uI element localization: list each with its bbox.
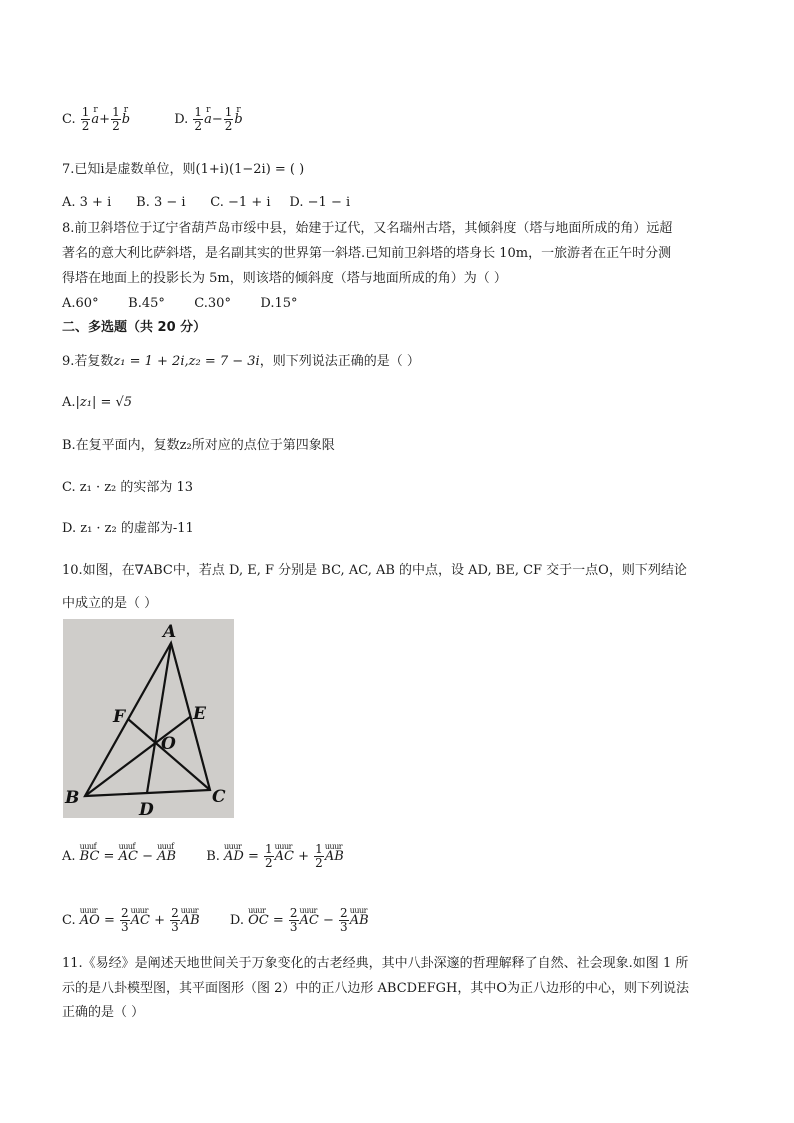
midpoint-label-d: D [139,800,154,818]
q11-line-1: 11.《易经》是阐述天地世间关于万象变化的古老经典，其中八卦深邃的哲理解释了自然、社会现象.如图 1 所 [62,956,689,971]
section-heading: 二、多选题（共 20 分） [62,320,207,335]
vertex-label-a: A [163,622,177,642]
q10-options-ab [62,843,344,870]
q10-option-a: A. uuuf BC = uuuf AC − uuuf AB [62,847,176,867]
q10-options-cd [62,907,369,934]
q7-options [62,193,350,213]
q7-option-d: D. −1 − i [289,195,351,210]
q7-option-b: B. 3 − i [136,195,186,210]
midpoint-label-f: F [113,707,126,727]
q7-option-a: A. 3 + i [62,195,112,210]
q9-option-d: D. z₁ · z₂ 的虚部为-11 [62,521,194,536]
q8-line-2: 著名的意大利比萨斜塔，是名副其实的世界第一斜塔.已知前卫斜塔的塔身长 10m，一旅游者在正午时分测 [62,246,672,261]
q8-option-d: D.15° [260,296,298,311]
q6-option-c: C. $\frac{1}{2}$ r a+ $\frac{1}{2}$ r b [62,106,130,133]
q10-line-2: 中成立的是（ ） [62,596,158,611]
vertex-label-b: B [65,788,80,808]
q10-option-b: B. uuur AD = $\frac{1}{2}$ uuur AC + $\frac{1}{2}$ uuur AB [206,843,344,870]
q7-option-c: C. −1 + i [210,195,271,210]
q10-line-1: 10.如图，在∇ABC中，若点 D, E, F 分别是 BC, AC, AB 的中点，设 AD, BE, CF 交于一点O，则下列结论 [62,563,687,578]
q10-option-c: C. uuur AO = $\frac{2}{3}$ uuur AC + $\frac{2}{3}$ uuur AB [62,907,200,934]
q11-line-3: 正确的是（ ） [62,1005,145,1020]
q6-options [62,106,243,133]
q9-stem: 9.若复数z₁ = 1 + 2i,z₂ = 7 − 3i，则下列说法正确的是（ ） [62,354,420,369]
q8-line-1: 8.前卫斜塔位于辽宁省葫芦岛市绥中县，始建于辽代，又名瑞州古塔，其倾斜度（塔与地面所成的角）远超 [62,221,673,236]
q8-options [62,294,298,314]
q6-option-d: D. $\frac{1}{2}$ r a− $\frac{1}{2}$ r b [174,106,243,133]
q11-line-2: 示的是八卦模型图，其平面图形（图 2）中的正八边形 ABCDEFGH，其中O为正八边形的中心，则下列说法 [62,981,689,996]
q8-option-c: C.30° [194,296,231,311]
triangle-figure [63,619,234,818]
q9-option-a: A.|z₁| = √5 [62,395,133,410]
q8-option-a: A.60° [62,296,99,311]
q8-line-3: 得塔在地面上的投影长为 5m，则该塔的倾斜度（塔与地面所成的角）为（ ） [62,271,507,286]
centroid-label-o: O [161,734,176,754]
q8-option-b: B.45° [128,296,165,311]
q7-stem: 7.已知i是虚数单位，则(1+i)(1−2i) = ( ) [62,162,305,177]
q9-option-b: B.在复平面内，复数z₂所对应的点位于第四象限 [62,438,335,453]
q10-option-d: D. uuur OC = $\frac{2}{3}$ uuur AC − $\frac{2}{3}$ uuur AB [230,907,369,934]
q9-option-c: C. z₁ · z₂ 的实部为 13 [62,480,194,495]
vertex-label-c: C [212,787,226,807]
midpoint-label-e: E [193,704,206,724]
